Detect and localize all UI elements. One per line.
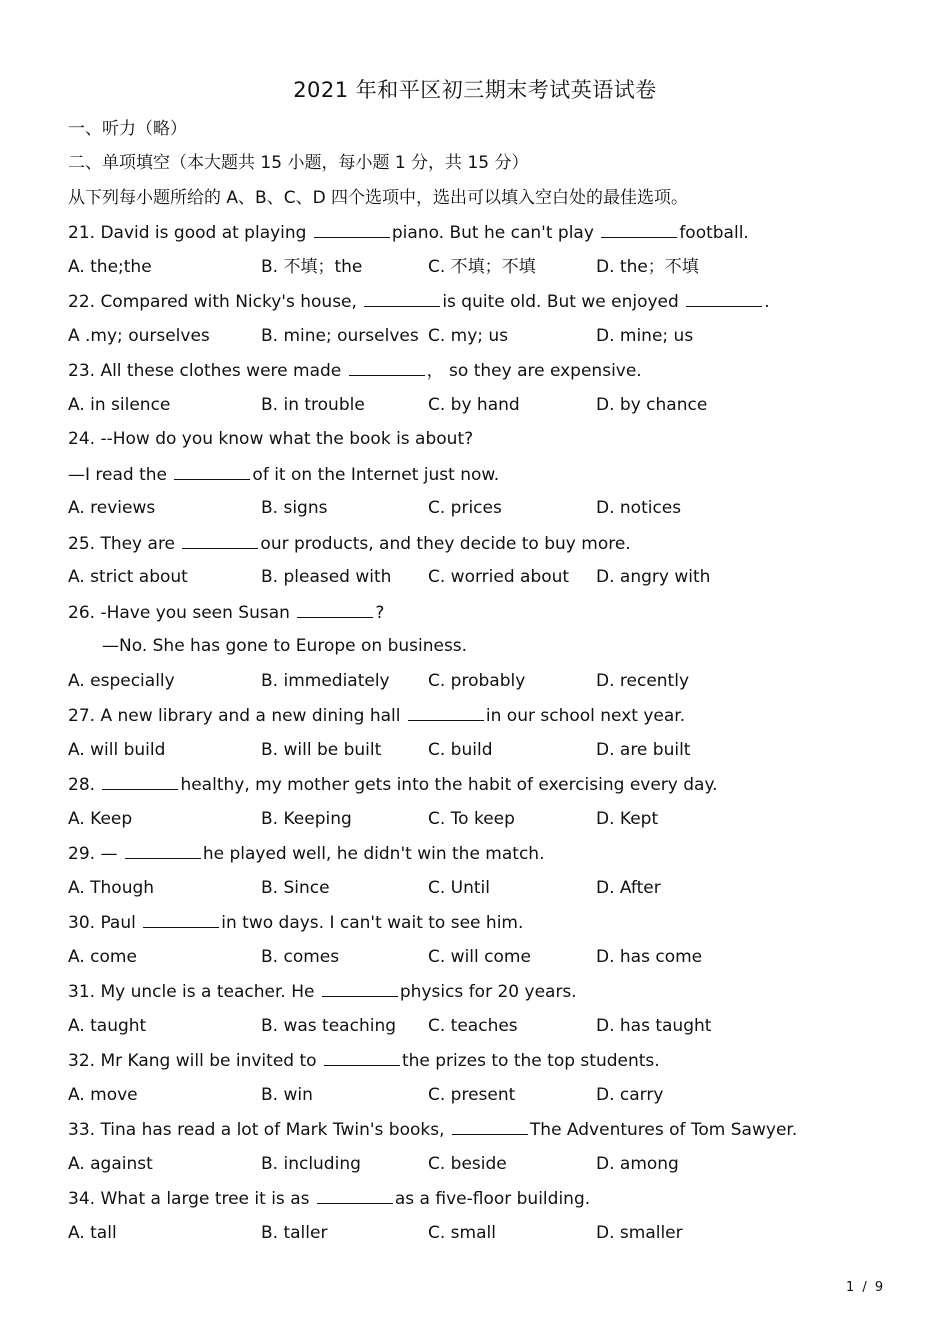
question-text: 22. Compared with Nicky's house,: [68, 292, 363, 312]
page-number: 1 / 9: [846, 1280, 886, 1295]
answer-option: D. notices: [596, 498, 682, 518]
answer-option: A. reviews: [68, 498, 156, 518]
question-text: —No. She has gone to Europe on business.: [102, 636, 468, 656]
answer-option: B. in trouble: [261, 394, 365, 415]
answer-option: A .my; ourselves: [68, 325, 210, 346]
answer-option: C. To keep: [428, 808, 515, 829]
answer-blank: [686, 289, 762, 307]
answer-option: B. win: [261, 1084, 313, 1105]
answer-option: B. 不填；the: [261, 256, 363, 277]
answer-option: D. mine; us: [596, 325, 694, 346]
question-text: he played well, he didn't win the match.: [202, 844, 545, 864]
answer-option: D. angry with: [596, 567, 711, 587]
answer-blank: [322, 979, 398, 997]
answer-option: A. tall: [68, 1222, 117, 1243]
question-text: 32. Mr Kang will be invited to: [68, 1051, 322, 1071]
answer-option: A. in silence: [68, 394, 171, 415]
answer-option: C. will come: [428, 946, 531, 967]
answer-option: A. the;the: [68, 256, 152, 277]
question-text: the prizes to the top students.: [401, 1051, 660, 1071]
question-text: 21. David is good at playing: [68, 223, 312, 243]
answer-option: C. by hand: [428, 394, 520, 415]
answer-option: B. will be built: [261, 739, 382, 760]
question-stem: [68, 358, 642, 383]
answer-option: B. immediately: [261, 670, 390, 691]
answer-option: C. small: [428, 1222, 496, 1243]
answer-option: B. pleased with: [261, 567, 392, 587]
instruction: 从下列每小题所给的 A、B、C、D 四个选项中，选出可以填入空白处的最佳选项。: [68, 188, 689, 208]
answer-blank: [125, 841, 201, 859]
question-stem: [68, 772, 718, 797]
answer-blank: [143, 910, 219, 928]
question-text: of it on the Internet just now.: [252, 464, 500, 485]
answer-option: A. especially: [68, 670, 175, 691]
answer-option: B. mine; ourselves: [261, 325, 419, 346]
answer-option: A. Though: [68, 877, 155, 898]
answer-blank: [314, 220, 390, 238]
answer-option: B. comes: [261, 946, 340, 967]
question-stem: [68, 841, 544, 866]
question-text: 23. All these clothes were made: [68, 361, 347, 381]
question-text: 24. --How do you know what the book is about?: [68, 429, 474, 449]
question-stem: [68, 1117, 797, 1142]
answer-option: D. are built: [596, 739, 691, 760]
question-dialogue-line: [68, 462, 499, 487]
answer-option: B. including: [261, 1153, 361, 1174]
answer-blank: [317, 1186, 393, 1204]
answer-option: B. Since: [261, 877, 330, 898]
answer-option: C. present: [428, 1084, 516, 1105]
question-stem: [68, 703, 685, 728]
answer-option: C. build: [428, 739, 493, 760]
section-listening: 一、听力（略）: [68, 119, 187, 139]
answer-option: D. has taught: [596, 1015, 712, 1036]
answer-option: C. probably: [428, 670, 526, 691]
answer-option: D. smaller: [596, 1222, 683, 1243]
question-text: —I read the: [68, 464, 173, 485]
question-dialogue-line: [102, 634, 467, 658]
question-text: is quite old. But we enjoyed: [442, 292, 685, 312]
answer-blank: [102, 772, 178, 790]
answer-blank: [408, 703, 484, 721]
question-text: in two days. I can't wait to see him.: [221, 913, 524, 933]
answer-option: A. move: [68, 1084, 138, 1105]
answer-blank: [349, 358, 425, 376]
answer-option: A. come: [68, 946, 137, 967]
question-text: .: [764, 292, 770, 312]
answer-option: B. signs: [261, 498, 328, 518]
question-text: ?: [375, 602, 385, 623]
answer-option: D. After: [596, 877, 661, 898]
question-stem: [68, 979, 577, 1004]
answer-option: C. worried about: [428, 567, 570, 587]
section-single-choice: 二、单项填空（本大题共 15 小题，每小题 1 分，共 15 分）: [68, 153, 529, 173]
question-text: The Adventures of Tom Sawyer.: [529, 1120, 798, 1140]
question-text: 28.: [68, 775, 101, 795]
question-text: in our school next year.: [485, 706, 686, 726]
question-text: 31. My uncle is a teacher. He: [68, 982, 320, 1002]
question-text: 29. —: [68, 844, 123, 864]
answer-option: D. has come: [596, 946, 703, 967]
answer-blank: [452, 1117, 528, 1135]
answer-blank: [174, 462, 250, 480]
answer-option: C. my; us: [428, 325, 509, 346]
answer-option: C. prices: [428, 498, 502, 518]
answer-option: B. Keeping: [261, 808, 352, 829]
answer-option: D. among: [596, 1153, 679, 1174]
question-text: 25. They are: [68, 533, 181, 554]
question-stem: [68, 531, 631, 556]
answer-blank: [182, 531, 258, 549]
answer-option: C. teaches: [428, 1015, 518, 1036]
answer-option: B. was teaching: [261, 1015, 397, 1036]
answer-option: A. against: [68, 1153, 153, 1174]
answer-option: A. taught: [68, 1015, 147, 1036]
answer-blank: [364, 289, 440, 307]
answer-blank: [601, 220, 677, 238]
question-text: our products, and they decide to buy more.: [260, 533, 631, 554]
question-text: piano. But he can't play: [391, 223, 600, 243]
answer-option: D. recently: [596, 670, 690, 691]
answer-option: C. Until: [428, 877, 491, 898]
question-stem: [68, 289, 770, 314]
page-title: 2021 年和平区初三期末考试英语试卷: [293, 78, 657, 102]
question-text: 27. A new library and a new dining hall: [68, 706, 406, 726]
question-stem: [68, 910, 523, 935]
question-text: 33. Tina has read a lot of Mark Twin's books,: [68, 1120, 450, 1140]
question-text: physics for 20 years.: [399, 982, 577, 1002]
answer-blank: [297, 600, 373, 618]
answer-option: D. carry: [596, 1084, 664, 1105]
question-text: football.: [679, 223, 749, 243]
question-text: 26. -Have you seen Susan: [68, 602, 296, 623]
answer-option: A. will build: [68, 739, 166, 760]
question-stem: [68, 427, 473, 451]
question-stem: [68, 600, 384, 625]
question-text: as a five-floor building.: [394, 1189, 591, 1209]
answer-option: A. Keep: [68, 808, 133, 829]
answer-option: D. Kept: [596, 808, 659, 829]
answer-option: C. 不填；不填: [428, 256, 536, 277]
question-stem: [68, 1048, 660, 1073]
answer-option: D. by chance: [596, 394, 708, 415]
question-text: ， so they are expensive.: [426, 361, 642, 381]
question-stem: [68, 1186, 590, 1211]
answer-option: C. beside: [428, 1153, 507, 1174]
answer-blank: [324, 1048, 400, 1066]
question-text: 30. Paul: [68, 913, 142, 933]
answer-option: D. the；不填: [596, 256, 699, 277]
answer-option: B. taller: [261, 1222, 328, 1243]
answer-option: A. strict about: [68, 567, 188, 587]
question-stem: [68, 220, 749, 245]
question-text: healthy, my mother gets into the habit of exercising every day.: [180, 775, 718, 795]
question-text: 34. What a large tree it is as: [68, 1189, 315, 1209]
